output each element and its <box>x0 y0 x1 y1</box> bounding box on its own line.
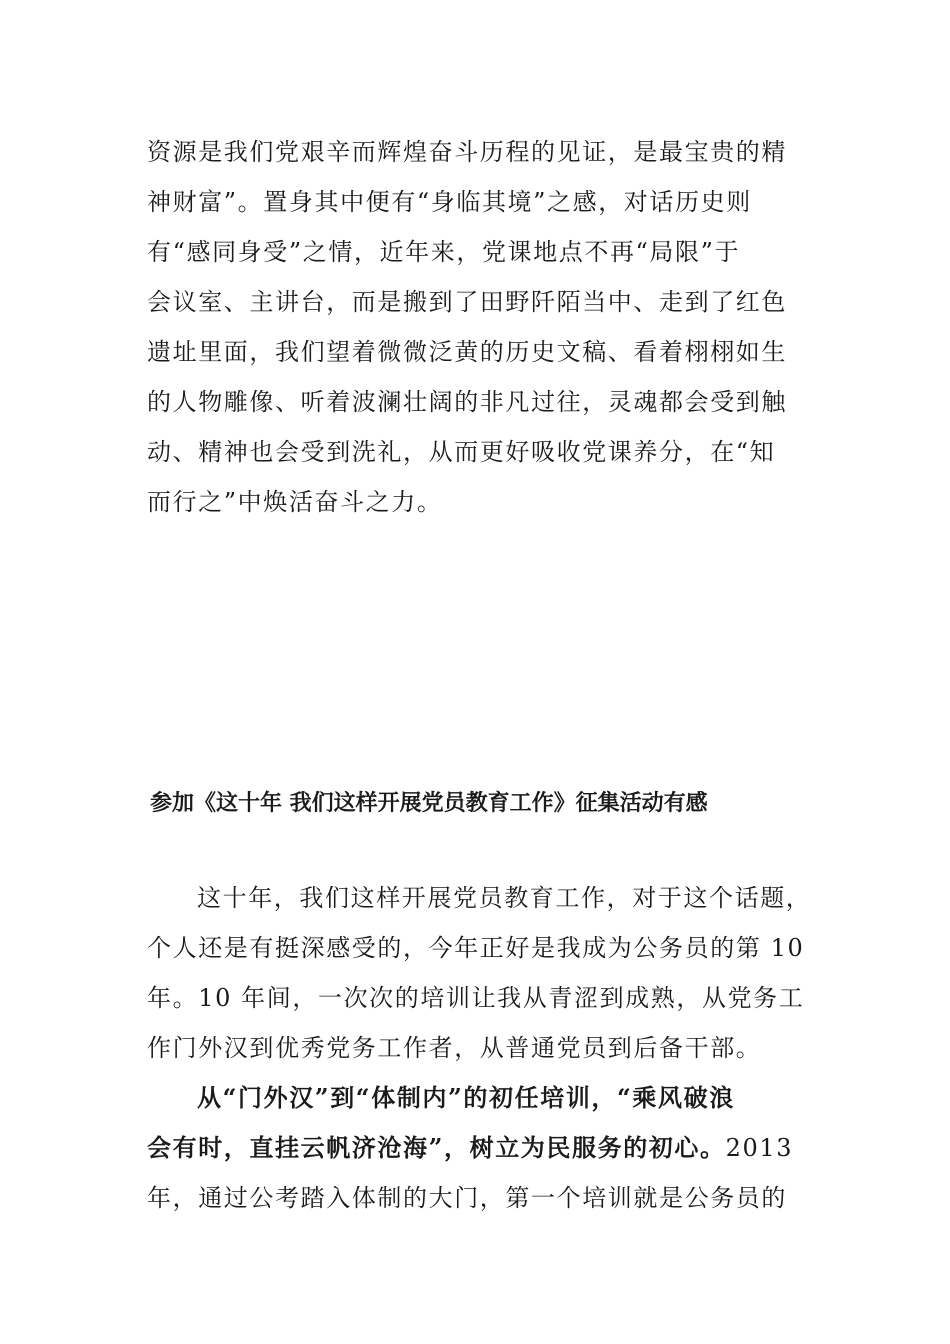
paragraph-line: 年，通过公考踏入体制的大门，第一个培训就是公务员的 <box>147 1184 787 1212</box>
paragraph-line: 会议室、主讲台，而是搬到了田野阡陌当中、走到了红色 <box>147 288 787 316</box>
paragraph-line: 这十年，我们这样开展党员教育工作，对于这个话题， <box>197 884 812 912</box>
paragraph-line: 个人还是有挺深感受的，今年正好是我成为公务员的第 10 <box>147 934 805 962</box>
paragraph-line: 年。10 年间，一次次的培训让我从青涩到成熟，从党务工 <box>147 984 805 1012</box>
paragraph-line: 神财富”。置身其中便有“身临其境”之感，对话历史则 <box>147 188 752 216</box>
paragraph-line: 作门外汉到优秀党务工作者，从普通党员到后备干部。 <box>147 1034 762 1062</box>
paragraph-line: 而行之”中焕活奋斗之力。 <box>147 488 443 516</box>
bold-run: 会有时，直挂云帆济沧海”，树立为民服务的初心。 <box>147 1133 726 1162</box>
paragraph-line-mixed <box>147 1132 793 1164</box>
paragraph-line: 资源是我们党艰辛而辉煌奋斗历程的见证，是最宝贵的精 <box>147 138 787 166</box>
paragraph-line: 有“感同身受”之情，近年来，党课地点不再“局限”于 <box>147 238 741 266</box>
normal-run: 2013 <box>725 1134 794 1162</box>
paragraph-line-bold: 从“门外汉”到“体制内”的初任培训，“乘风破浪 <box>197 1083 735 1112</box>
article-title: 参加《这十年 我们这样开展党员教育工作》征集活动有感 <box>150 791 708 816</box>
paragraph-line: 的人物雕像、听着波澜壮阔的非凡过往，灵魂都会受到触 <box>147 388 787 416</box>
paragraph-line: 遗址里面，我们望着微微泛黄的历史文稿、看着栩栩如生 <box>147 338 787 366</box>
paragraph-line: 动、精神也会受到洗礼，从而更好吸收党课养分，在“知 <box>147 438 776 466</box>
